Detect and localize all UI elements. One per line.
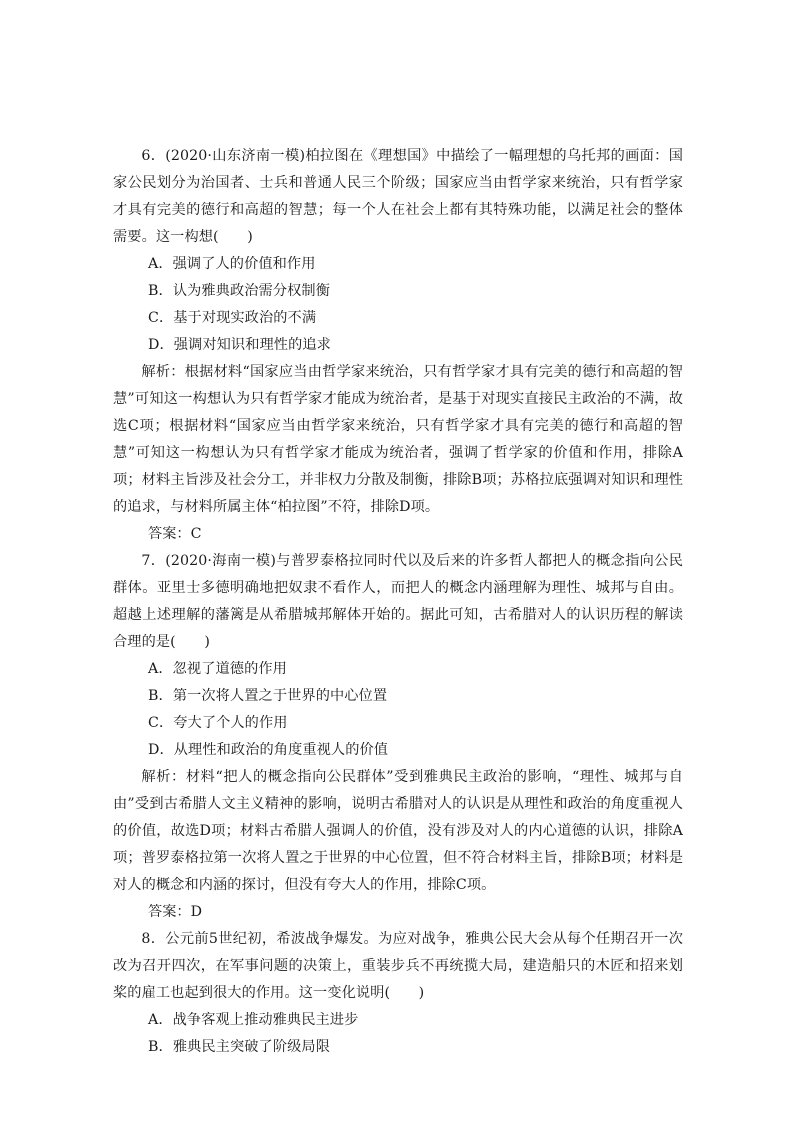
question-7 xyxy=(113,548,683,926)
option-a: A．强调了人的价值和作用 xyxy=(148,256,316,272)
question-6 xyxy=(113,143,683,548)
option-a: A．忽视了道德的作用 xyxy=(148,661,287,677)
option-d: D．从理性和政治的角度重视人的价值 xyxy=(148,742,389,758)
question-stem: 6．(2020·山东济南一模)柏拉图在《理想国》中描绘了一幅理想的乌托邦的画面：国家公民划分为治国者、士兵和普通人民三个阶级；国家应当由哲学家来统治，只有哲学家才具有完美的德行和高超的智慧；每一个人在社会上都有其特殊功能，以满足社会的整体需要。这一构想( ) xyxy=(113,148,683,245)
question-8 xyxy=(113,926,683,1061)
option-c: C．基于对现实政治的不满 xyxy=(148,310,317,326)
document-page xyxy=(113,143,683,1061)
option-b: B．认为雅典政治需分权制衡 xyxy=(148,283,330,299)
option-b: B．第一次将人置之于世界的中心位置 xyxy=(148,688,388,704)
answer-text: 答案：D xyxy=(148,904,202,920)
analysis-text: 解析：根据材料“国家应当由哲学家来统治，只有哲学家才具有完美的德行和高超的智慧”可知这一构想认为只有哲学家才能成为统治者，是基于对现实直接民主政治的不满，故选C项；根据材料“国家应当由哲学家来统治，只有哲学家才具有完美的德行和高超的智慧”可知这一构想认为只有哲学家才能成为统治者，强调了哲学家的价值和作用，排除A项；材料主旨涉及社会分工，并非权力分散及制衡，排除B项；苏格拉底强调对知识和理性的追求，与材料所属主体“柏拉图”不符，排除D项。 xyxy=(113,364,683,515)
answer-text: 答案：C xyxy=(148,526,202,542)
option-c: C．夸大了个人的作用 xyxy=(148,715,288,731)
option-d: D．强调对知识和理性的追求 xyxy=(148,337,331,353)
option-a: A．战争客观上推动雅典民主进步 xyxy=(148,1012,359,1028)
question-stem: 7．(2020·海南一模)与普罗泰格拉同时代以及后来的许多哲人都把人的概念指向公民群体。亚里士多德明确地把奴隶不看作人，而把人的概念内涵理解为理性、城邦与自由。超越上述理解的藩篱是从希腊城邦解体开始的。据此可知，古希腊对人的认识历程的解读合理的是( ) xyxy=(113,553,683,650)
option-b: B．雅典民主突破了阶级局限 xyxy=(148,1039,330,1055)
analysis-text: 解析：材料“把人的概念指向公民群体”受到雅典民主政治的影响，“理性、城邦与自由”受到古希腊人文主义精神的影响，说明古希腊对人的认识是从理性和政治的角度重视人的价值，故选D项；材料古希腊人强调人的价值，没有涉及对人的内心道德的认识，排除A项；普罗泰格拉第一次将人置之于世界的中心位置，但不符合材料主旨，排除B项；材料是对人的概念和内涵的探讨，但没有夸大人的作用，排除C项。 xyxy=(113,769,683,893)
question-stem: 8．公元前5世纪初，希波战争爆发。为应对战争，雅典公民大会从每个任期召开一次改为召开四次，在军事问题的决策上，重装步兵不再统揽大局，建造船只的木匠和招来划桨的雇工也起到很大的作用。这一变化说明( ) xyxy=(113,931,683,1001)
